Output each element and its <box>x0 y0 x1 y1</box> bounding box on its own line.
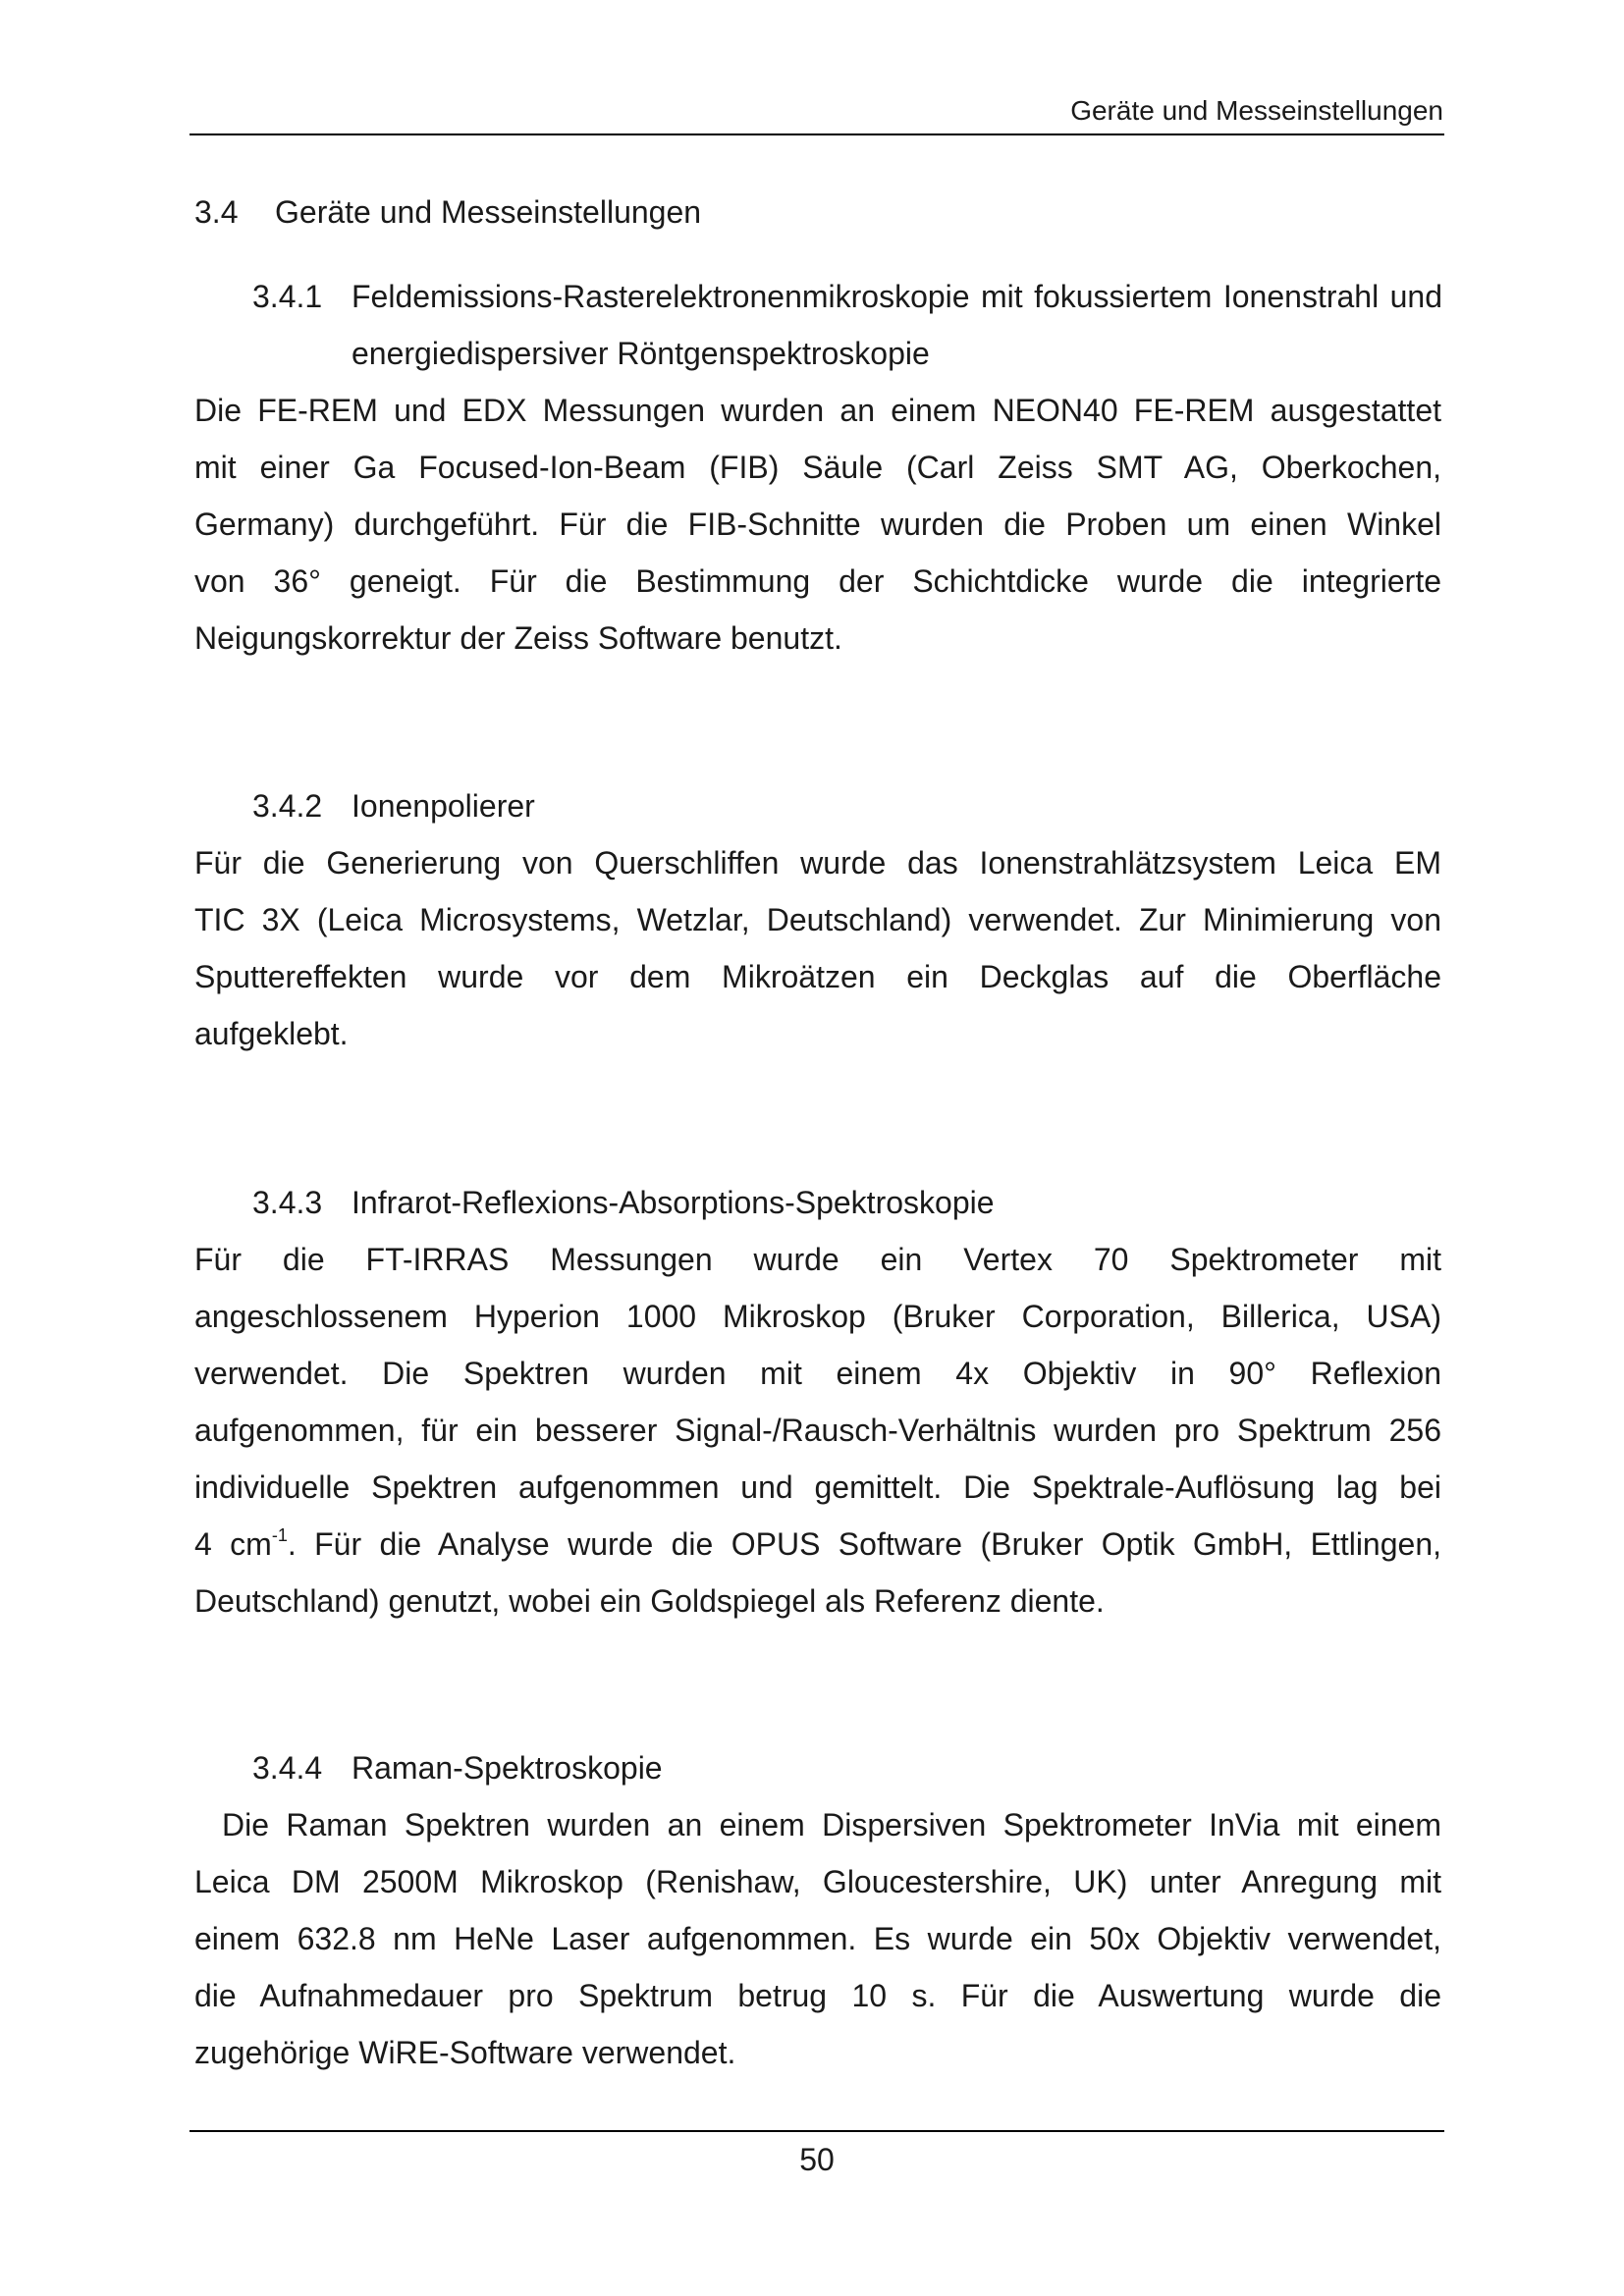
header-rule <box>189 133 1444 135</box>
subsection-heading-3-4-3 <box>252 1174 1442 1231</box>
text-line: von 36° geneigt. Für die Bestimmung der Schichtdicke wurde die integrierte <box>194 563 1441 599</box>
text-line: Neigungskorrektur der Zeiss Software benutzt. <box>194 620 842 656</box>
subsection-title: Raman-Spektroskopie <box>352 1750 663 1786</box>
paragraph-fe-rem <box>194 382 1441 667</box>
page-number: 50 <box>799 2142 835 2177</box>
text-line: aufgenommen, für ein besserer Signal-/Rausch-Verhältnis wurden pro Spektrum 256 <box>194 1413 1441 1448</box>
text-line: TIC 3X (Leica Microsystems, Wetzlar, Deutschland) verwendet. Zur Minimierung von <box>194 902 1441 937</box>
text-line: zugehörige WiRE-Software verwendet. <box>194 2035 736 2070</box>
text-line: Deutschland) genutzt, wobei ein Goldspiegel als Referenz diente. <box>194 1583 1105 1619</box>
text-line: angeschlossenem Hyperion 1000 Mikroskop (Bruker Corporation, Billerica, USA) <box>194 1299 1441 1334</box>
text-line: Für die FT-IRRAS Messungen wurde ein Vertex 70 Spektrometer mit <box>194 1242 1441 1277</box>
unit-superscript: -1 <box>271 1525 288 1545</box>
subsection-title: Ionenpolierer <box>352 788 535 824</box>
unit-text: 4 cm <box>194 1526 272 1562</box>
subsection-number: 3.4.3 <box>252 1185 323 1220</box>
subsection-heading-3-4-2 <box>252 777 1442 834</box>
unit-line-rest: . Für die Analyse wurde die OPUS Software (Bruker Optik GmbH, Ettlingen, <box>287 1526 1442 1562</box>
text-line: verwendet. Die Spektren wurden mit einem 4x Objektiv in 90° Reflexion <box>194 1356 1441 1391</box>
text-line: Für die Generierung von Querschliffen wurde das Ionenstrahlätzsystem Leica EM <box>194 845 1441 881</box>
text-line: mit einer Ga Focused-Ion-Beam (FIB) Säule (Carl Zeiss SMT AG, Oberkochen, <box>194 450 1441 485</box>
subsection-number: 3.4.2 <box>252 788 323 824</box>
text-line-with-unit <box>194 1516 1441 1573</box>
subsection-title: Infrarot-Reflexions-Absorptions-Spektroskopie <box>352 1185 995 1220</box>
text-line: Die FE-REM und EDX Messungen wurden an einem NEON40 FE-REM ausgestattet <box>194 393 1441 428</box>
subsection-heading-3-4-4 <box>252 1739 1442 1796</box>
text-line: die Aufnahmedauer pro Spektrum betrug 10 s. Für die Auswertung wurde die <box>194 1978 1441 2013</box>
subsection-heading-3-4-1 <box>252 268 1442 382</box>
paragraph-ft-irras <box>194 1231 1441 1629</box>
subsection-number: 3.4.1 <box>252 279 323 314</box>
text-line: Die Raman Spektren wurden an einem Dispersiven Spektrometer InVia mit einem <box>222 1807 1441 1842</box>
text-line: Germany) durchgeführt. Für die FIB-Schnitte wurden die Proben um einen Winkel <box>194 507 1441 542</box>
text-line: individuelle Spektren aufgenommen und gemittelt. Die Spektrale-Auflösung lag bei <box>194 1469 1441 1505</box>
section-title: Geräte und Messeinstellungen <box>275 194 702 230</box>
section-number: 3.4 <box>194 194 239 230</box>
running-header: Geräte und Messeinstellungen <box>1070 95 1443 126</box>
text-line: Sputtereffekten wurde vor dem Mikroätzen ein Deckglas auf die Oberfläche <box>194 959 1441 994</box>
text-line: Leica DM 2500M Mikroskop (Renishaw, Gloucestershire, UK) unter Anregung mit <box>194 1864 1441 1899</box>
subsection-title: Feldemissions-Rasterelektronenmikroskopie mit fokussiertem Ionenstrahl und energiedispersiver Röntgenspektroskopie <box>352 279 1442 371</box>
paragraph-raman <box>194 1796 1441 2081</box>
paragraph-ionenpolierer <box>194 834 1441 1062</box>
text-line: einem 632.8 nm HeNe Laser aufgenommen. Es wurde ein 50x Objektiv verwendet, <box>194 1921 1441 1956</box>
text-line: aufgeklebt. <box>194 1016 349 1051</box>
subsection-number: 3.4.4 <box>252 1750 323 1786</box>
section-heading <box>194 192 701 232</box>
footer-rule <box>189 2130 1444 2132</box>
